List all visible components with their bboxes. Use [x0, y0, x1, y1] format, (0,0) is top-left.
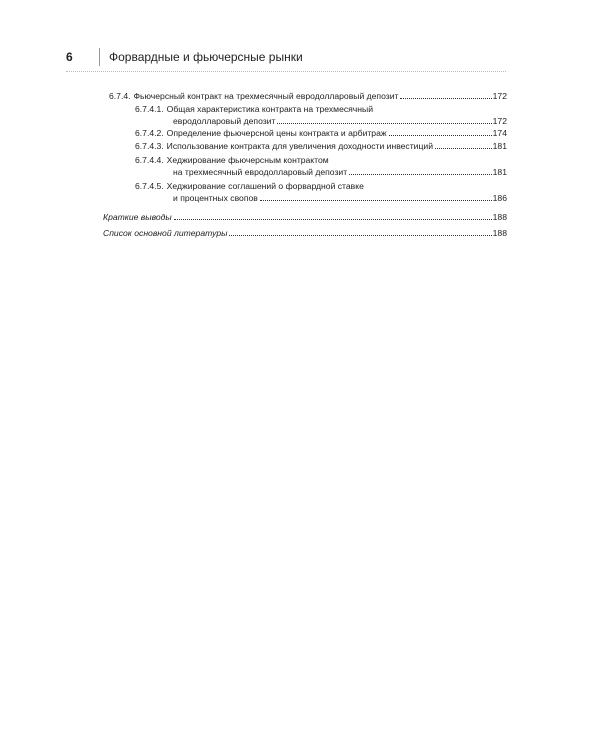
toc-page: 181 — [492, 167, 507, 177]
toc-page: 188 — [492, 228, 507, 238]
toc-entry-6-7-4-2[interactable] — [135, 127, 507, 139]
toc-title-line1: Хеджирование соглашений о форвардной ставке — [166, 181, 364, 191]
toc-title-line2: и процентных свопов — [173, 193, 258, 203]
toc-leader — [174, 219, 492, 220]
toc-number: 6.7.4.5. — [135, 181, 164, 191]
toc-leader — [435, 148, 492, 149]
toc-entry-6-7-4-1[interactable] — [135, 103, 507, 127]
toc-page: 172 — [492, 116, 507, 126]
toc-number: 6.7.4.3. — [135, 141, 164, 151]
running-header — [66, 48, 506, 70]
toc-page: 186 — [492, 193, 507, 203]
toc-number: 6.7.4.2. — [135, 128, 164, 138]
toc-title-line1: Хеджирование фьючерсным контрактом — [166, 155, 329, 165]
toc-title-line1: Общая характеристика контракта на трехмесячный — [166, 104, 374, 114]
toc-leader — [400, 98, 491, 99]
toc-leader — [260, 200, 492, 201]
toc-title: Список основной литературы — [103, 228, 228, 238]
toc-page: 181 — [492, 141, 507, 151]
toc-title: Использование контракта для увеличения доходности инвестиций — [166, 141, 433, 151]
toc-entry-6-7-4-5[interactable] — [135, 180, 507, 204]
page-number: 6 — [66, 50, 73, 64]
toc-number: 6.7.4. — [109, 91, 131, 101]
toc-leader — [277, 123, 491, 124]
toc-entry-6-7-4-4[interactable] — [135, 154, 507, 178]
toc-entry-6-7-4[interactable] — [109, 90, 507, 102]
toc-page: 172 — [492, 91, 507, 101]
toc-leader — [349, 174, 491, 175]
toc-number: 6.7.4.1. — [135, 104, 164, 114]
toc-page: 174 — [492, 128, 507, 138]
toc-leader — [229, 235, 491, 236]
toc-entry-bibliography[interactable] — [103, 227, 507, 239]
toc-title: Фьючерсный контракт на трехмесячный евродолларовый депозит — [133, 91, 399, 101]
toc-title: Определение фьючерсной цены контракта и арбитраж — [166, 128, 387, 138]
toc-title-line2: евродолларовый депозит — [173, 116, 276, 126]
header-rule — [66, 71, 506, 72]
header-divider — [99, 48, 100, 66]
toc-number: 6.7.4.4. — [135, 155, 164, 165]
toc-title-line2: на трехмесячный евродолларовый депозит — [173, 167, 348, 177]
toc-entry-6-7-4-3[interactable] — [135, 140, 507, 152]
toc-leader — [389, 135, 492, 136]
toc-title: Краткие выводы — [103, 212, 172, 222]
running-title: Форвардные и фьючерсные рынки — [109, 50, 303, 64]
toc-page: 188 — [492, 212, 507, 222]
toc-entry-summary[interactable] — [103, 211, 507, 223]
